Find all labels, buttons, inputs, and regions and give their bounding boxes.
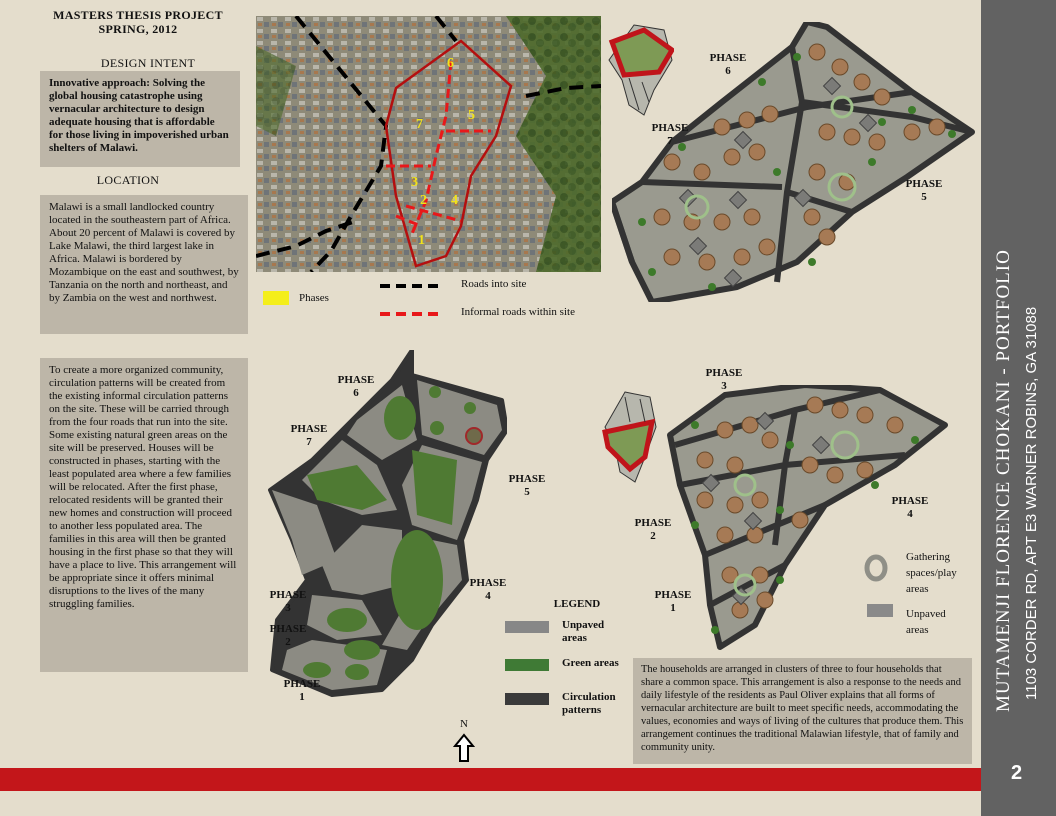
project-title-line: MASTERS THESIS PROJECT xyxy=(53,8,223,22)
legend-swatch-circulation xyxy=(505,693,549,705)
design-intent-heading: DESIGN INTENT xyxy=(100,56,196,70)
circulation-text: To create a more organized community, circulation patterns will be created from the existing informal circulation patterns on the site. These will be carried through from the four roads that run into the site. Some existing natural green areas on the site will be preserved. Houses will be constructed in phases, starting with the least populated area where a few families will be relocated. After the first phase, relocated residents will be granted their new homes and construction will proceed to another less populated area. The families in this area will then be granted housing in the first phase so that they will have a place to live. This arrangement will be appropriate since it offers minimal disruptions to the lives of the many struggling families. xyxy=(40,358,248,672)
portfolio-sidebar xyxy=(981,0,1056,816)
sidebar-address: 1103 CORDER RD, APT E3 WARNER ROBINS, GA 31088 xyxy=(1023,306,1040,700)
locator-map-bottom xyxy=(600,387,660,487)
top-phase-7-label: PHASE 7 xyxy=(651,122,689,147)
page-number: 2 xyxy=(1011,762,1023,784)
site-plan-top xyxy=(612,22,980,302)
north-label: N xyxy=(460,718,468,730)
plan-phase-3-label: PHASE 3 xyxy=(705,367,743,392)
location-heading: LOCATION xyxy=(96,173,160,187)
circulation-diagram xyxy=(262,350,507,705)
legend-swatch-unpaved xyxy=(505,621,549,633)
diagram-phase-7-label: PHASE 7 xyxy=(290,423,328,448)
diagram-phase-1-label: PHASE 1 xyxy=(283,678,321,703)
diagram-phase-6-label: PHASE 6 xyxy=(337,374,375,399)
informal-roads-key-line xyxy=(380,310,442,318)
roads-key-label: Roads into site xyxy=(461,278,527,290)
aerial-num-6: 6 xyxy=(447,56,454,71)
aerial-num-2: 2 xyxy=(420,193,427,208)
design-intent-text: Innovative approach: Solving the global housing catastrophe using vernacular architecture to design adequate housing that is affordable for those living in impoverished urban shelters of Malawi. xyxy=(40,71,240,167)
legend-title: LEGEND xyxy=(553,598,601,610)
diagram-phase-2-label: PHASE 2 xyxy=(269,623,307,648)
aerial-num-1: 1 xyxy=(418,233,425,248)
north-arrow-icon xyxy=(453,733,475,763)
diagram-phase-5-label: PHASE 5 xyxy=(508,473,546,498)
aerial-num-3: 3 xyxy=(411,175,418,190)
legend-swatch-green xyxy=(505,659,549,671)
gathering-space-label: Gathering spaces/play areas xyxy=(906,551,957,595)
project-title xyxy=(38,8,238,36)
informal-roads-key-label: Informal roads within site xyxy=(461,306,575,318)
phases-key-label: Phases xyxy=(299,292,329,304)
sidebar-name: MUTAMENJI FLORENCE CHOKANI - PORTFOLIO xyxy=(993,249,1014,712)
plan-phase-1-label: PHASE 1 xyxy=(654,589,692,614)
location-text: Malawi is a small landlocked country located in the southeastern part of Africa. About 20 percent of Malawi is covered by Lake Malawi, the third largest lake in Africa. Malawi is bordered by Mozambique on the east and southwest, by Tanzania on the north and northeast, and by Zambia on the west and northwest. xyxy=(40,195,248,334)
phases-swatch xyxy=(263,291,289,305)
legend-label-unpaved: Unpaved areas xyxy=(562,619,605,644)
roads-key-line xyxy=(380,282,442,290)
aerial-num-5: 5 xyxy=(468,108,475,123)
households-text: The households are arranged in clusters of three to four households that share a common space. This arrangement is also a response to the needs and daily lifestyle of the residents as Paul Oliver explains that all forms of vernacular architecture are built to meet specific needs, accommodating the values, economies and ways of living of the cultures that produce them. This arrangement continues the traditional Malawian lifestyle, that of family and community unity. xyxy=(633,658,972,764)
aerial-num-7: 7 xyxy=(416,117,423,132)
aerial-site-photo xyxy=(256,16,601,272)
unpaved-label: Unpaved areas xyxy=(906,608,946,636)
legend-label-circulation: Circulation patterns xyxy=(562,691,616,716)
gathering-space-icon xyxy=(863,553,889,583)
aerial-num-4: 4 xyxy=(451,193,458,208)
plan-phase-4-label: PHASE 4 xyxy=(891,495,929,520)
diagram-phase-4-label: PHASE 4 xyxy=(469,577,507,602)
footer-red-bar xyxy=(0,768,981,791)
diagram-phase-3-label: PHASE 3 xyxy=(269,589,307,614)
legend-label-green: Green areas xyxy=(562,657,619,669)
unpaved-swatch-icon xyxy=(867,604,893,617)
plan-phase-2-label: PHASE 2 xyxy=(634,517,672,542)
top-phase-5-label: PHASE 5 xyxy=(905,178,943,203)
top-phase-6-label: PHASE 6 xyxy=(709,52,747,77)
project-term: SPRING, 2012 xyxy=(98,22,178,36)
